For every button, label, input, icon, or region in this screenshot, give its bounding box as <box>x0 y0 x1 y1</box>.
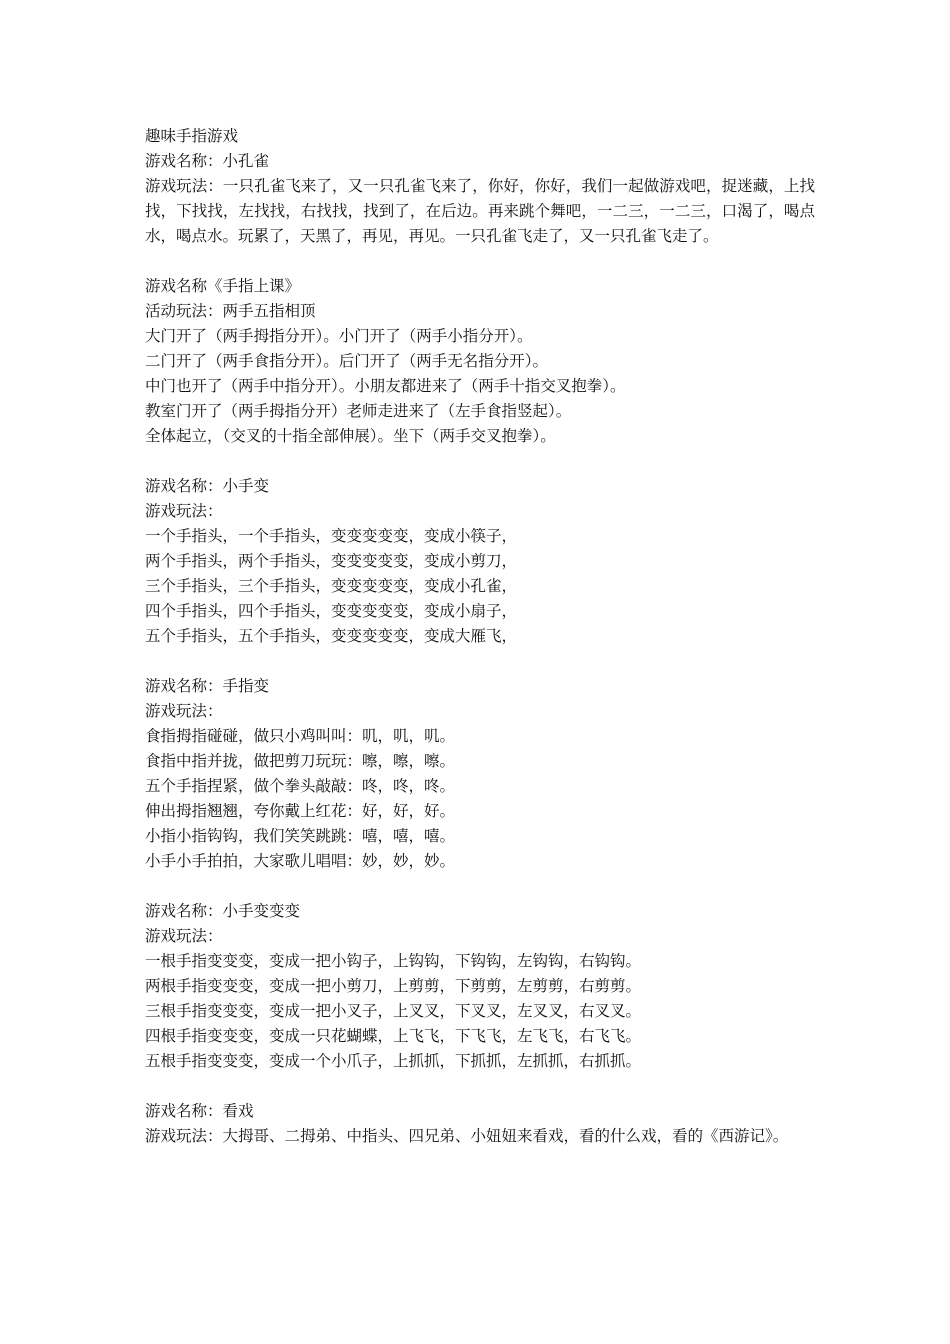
spacer <box>145 249 815 274</box>
spacer <box>145 649 815 674</box>
section-3-line: 三个手指头，三个手指头，变变变变变，变成小孔雀， <box>145 577 518 595</box>
section-5-line: 三根手指变变变，变成一把小叉子，上叉叉，下叉叉，左叉叉，右叉叉。 <box>145 1002 642 1020</box>
section-3-method: 游戏玩法： <box>145 502 223 520</box>
section-2-method: 活动玩法：两手五指相顶 <box>145 302 316 320</box>
section-5-line: 四根手指变变变，变成一只花蝴蝶，上飞飞，下飞飞，左飞飞，右飞飞。 <box>145 1027 642 1045</box>
section-6-method: 游戏玩法：大拇哥、二拇弟、中指头、四兄弟、小妞妞来看戏，看的什么戏，看的《西游记》。 <box>145 1127 789 1145</box>
section-2-line: 二门开了（两手食指分开）。后门开了（两手无名指分开）。 <box>145 352 549 370</box>
section-2-line: 中门也开了（两手中指分开）。小朋友都进来了（两手十指交叉抱拳）。 <box>145 377 626 395</box>
section-6-name: 游戏名称：看戏 <box>145 1102 254 1120</box>
document-title: 趣味手指游戏 <box>145 127 239 145</box>
section-2-line: 教室门开了（两手拇指分开）老师走进来了（左手食指竖起）。 <box>145 402 572 420</box>
section-5-method: 游戏玩法： <box>145 927 223 945</box>
section-4-line: 食指拇指碰碰，做只小鸡叫叫：叽，叽，叽。 <box>145 727 456 745</box>
section-3-name: 游戏名称：小手变 <box>145 477 270 495</box>
spacer <box>145 449 815 474</box>
section-3-line: 四个手指头，四个手指头，变变变变变，变成小扇子， <box>145 602 518 620</box>
section-4-name: 游戏名称：手指变 <box>145 677 270 695</box>
section-5-name: 游戏名称：小手变变变 <box>145 902 301 920</box>
spacer <box>145 874 815 899</box>
section-3-line: 一个手指头，一个手指头，变变变变变，变成小筷子， <box>145 527 518 545</box>
section-3-line: 两个手指头，两个手指头，变变变变变，变成小剪刀， <box>145 552 518 570</box>
section-4-line: 小手小手拍拍，大家歌儿唱唱：妙，妙，妙。 <box>145 852 456 870</box>
section-4-line: 食指中指并拢，做把剪刀玩玩：嚓，嚓，嚓。 <box>145 752 456 770</box>
spacer <box>145 1074 815 1099</box>
section-5-line: 五根手指变变变，变成一个小爪子，上抓抓，下抓抓，左抓抓，右抓抓。 <box>145 1052 642 1070</box>
section-5-line: 两根手指变变变，变成一把小剪刀，上剪剪，下剪剪，左剪剪，右剪剪。 <box>145 977 642 995</box>
section-2-line: 全体起立，（交叉的十指全部伸展）。坐下（两手交叉抱拳）。 <box>145 427 556 445</box>
section-1-method: 游戏玩法：一只孔雀飞来了，又一只孔雀飞来了，你好，你好，我们一起做游戏吧，捉迷藏，上找找，下找找，左找找，右找找，找到了，在后边。再来跳个舞吧，一二三，一二三，口渴了，喝点水，喝点水。玩累了，天黑了，再见，再见。一只孔雀飞走了，又一只孔雀飞走了。 <box>145 177 815 245</box>
section-4-method: 游戏玩法： <box>145 702 223 720</box>
section-4-line: 伸出拇指翘翘，夸你戴上红花：好，好，好。 <box>145 802 456 820</box>
section-5-line: 一根手指变变变，变成一把小钩子，上钩钩，下钩钩，左钩钩，右钩钩。 <box>145 952 642 970</box>
section-4-line: 五个手指捏紧，做个拳头敲敲：咚，咚，咚。 <box>145 777 456 795</box>
document-page <box>145 124 815 1149</box>
section-1-name: 游戏名称：小孔雀 <box>145 152 270 170</box>
section-2-name: 游戏名称《手指上课》 <box>145 277 301 295</box>
section-2-line: 大门开了（两手拇指分开）。小门开了（两手小指分开）。 <box>145 327 533 345</box>
section-3-line: 五个手指头，五个手指头，变变变变变，变成大雁飞， <box>145 627 518 645</box>
section-4-line: 小指小指钩钩，我们笑笑跳跳：嘻，嘻，嘻。 <box>145 827 456 845</box>
